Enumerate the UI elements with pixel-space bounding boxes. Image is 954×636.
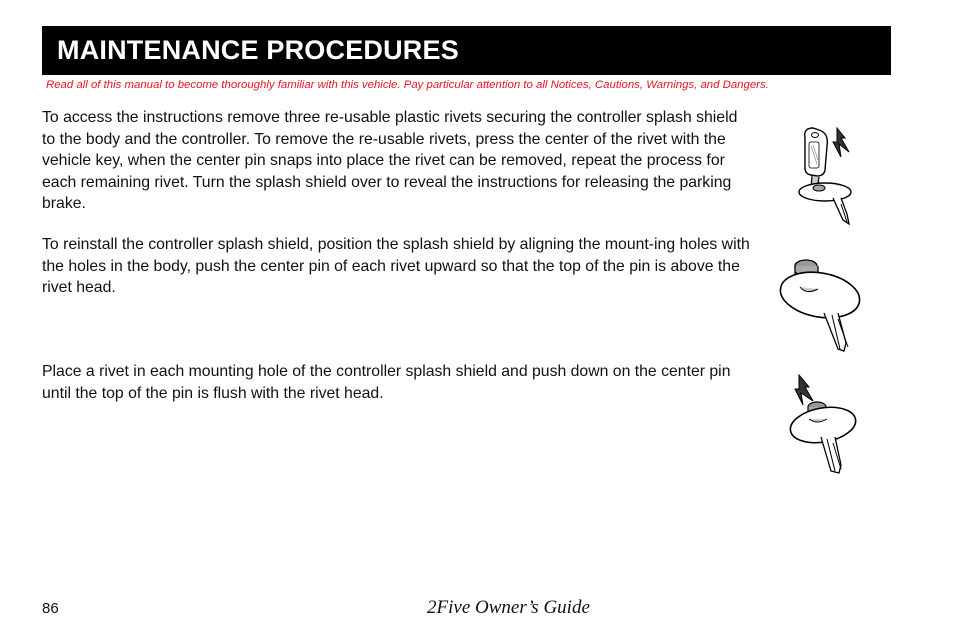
page-title: MAINTENANCE PROCEDURES (57, 35, 459, 65)
page-number: 86 (42, 600, 59, 617)
key-pressing-rivet-icon (795, 124, 865, 234)
safety-notice: Read all of this manual to become thoroughly familiar with this vehicle. Pay particular attention to all Notices, Cautions, Warnings, and Dangers. (46, 79, 769, 91)
rivet-pin-flush-icon (787, 373, 862, 478)
rivet-pin-raised-icon (778, 257, 866, 357)
paragraph-remove-rivets: To access the instructions remove three re-usable plastic rivets securing the controller splash shield to the body and the controller. To remove the re-usable rivets, press the center of the rivet with the vehicle key, when the center pin snaps into place the rivet can be removed, repeat the process for each remaining rivet. Turn the splash shield over to reveal the instructions for releasing the parking brake. (42, 109, 738, 212)
paragraph-reinstall-shield: To reinstall the controller splash shield, position the splash shield by aligning the mount-ing holes with the holes in the body, push the center pin of each rivet upward so that the top of the pin is above the rivet head. (42, 236, 750, 296)
guide-title: 2Five Owner’s Guide (427, 597, 590, 618)
paragraph-place-rivet: Place a rivet in each mounting hole of the controller splash shield and push down on the center pin until the top of the pin is flush with the rivet head. (42, 363, 731, 402)
section-header-bar (42, 26, 891, 75)
